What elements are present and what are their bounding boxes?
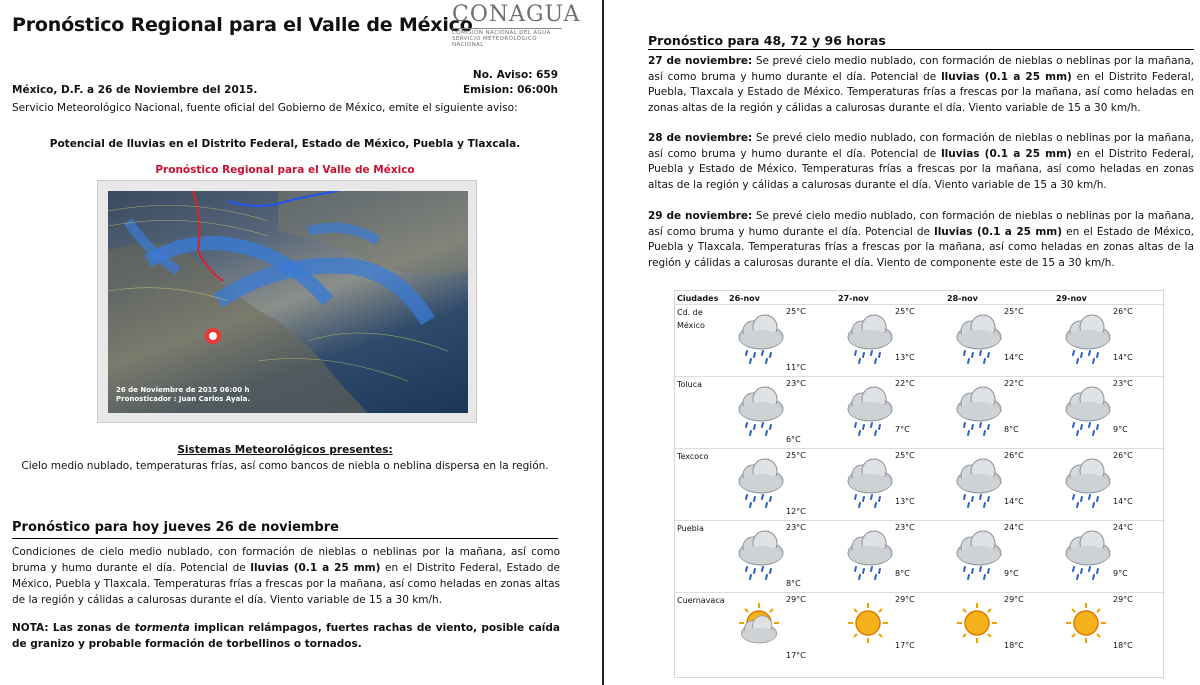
temp-min: 13°C — [895, 353, 915, 362]
sun-icon — [1058, 597, 1114, 653]
rain-cloud-icon — [731, 453, 787, 509]
city-name: Cd. de México — [677, 308, 705, 330]
day-text-part-1: Se prevé cielo medio nublado, con formación de nieblas o neblinas por la mañana, así como bruma y humo durante el día. Potencial de — [648, 132, 1194, 160]
table-row-divider — [675, 448, 1165, 449]
nota-part-1: NOTA: Las zonas de — [12, 622, 135, 634]
temp-min: 13°C — [895, 497, 915, 506]
rain-cloud-icon — [949, 309, 1005, 365]
temp-min: 14°C — [1113, 353, 1133, 362]
temp-min: 12°C — [786, 507, 806, 516]
rain-cloud-icon — [840, 381, 896, 437]
rain-cloud-icon — [949, 525, 1005, 581]
table-row-divider — [675, 304, 1165, 305]
temp-min: 11°C — [786, 363, 806, 372]
sun-cloud-icon — [731, 597, 787, 653]
servicio-intro: Servicio Meteorológico Nacional, fuente oficial del Gobierno de México, emite el siguiente aviso: — [12, 102, 518, 114]
city-forecast-table — [674, 290, 1164, 678]
day-label: 28 de noviembre: — [648, 132, 753, 144]
table-row-divider — [675, 592, 1165, 593]
temp-max: 25°C — [786, 451, 806, 460]
temp-min: 14°C — [1004, 497, 1024, 506]
temp-min: 14°C — [1113, 497, 1133, 506]
day-text-part-2: en el Estado de México, Puebla y Tlaxcala. Temperaturas frías a frescas por la mañana, así como heladas en zonas altas de la región y cálidas a calurosas durante el día. Viento de componente este de 15 a 30 km/h. — [648, 225, 1194, 269]
day-text-bold: lluvias (0.1 a 25 mm) — [941, 147, 1072, 160]
rain-cloud-icon — [1058, 309, 1114, 365]
temp-max: 23°C — [1113, 379, 1133, 388]
temp-max: 25°C — [895, 307, 915, 316]
date-header-27: 27-nov — [838, 294, 869, 303]
temp-min: 18°C — [1113, 641, 1133, 650]
temp-max: 22°C — [895, 379, 915, 388]
temp-max: 26°C — [1113, 451, 1133, 460]
map-caption — [116, 386, 250, 404]
sun-icon — [949, 597, 1005, 653]
ciudades-header: Ciudades — [677, 294, 719, 303]
nota-part-2: implican relámpagos, fuertes rachas de viento, posible caída de granizo y probable formación de torbellinos o tornados. — [12, 622, 560, 650]
day-text-bold: lluvias (0.1 a 25 mm) — [941, 70, 1072, 83]
rain-cloud-icon — [731, 525, 787, 581]
date-header-29: 29-nov — [1056, 294, 1087, 303]
day-forecast-29 — [648, 209, 1194, 271]
aviso-number: No. Aviso: 659 — [472, 69, 558, 81]
temp-max: 22°C — [1004, 379, 1024, 388]
rain-cloud-icon — [949, 381, 1005, 437]
temp-max: 25°C — [1004, 307, 1024, 316]
extended-forecast-title: Pronóstico para 48, 72 y 96 horas — [648, 33, 886, 48]
hoy-text-bold: lluvias (0.1 a 25 mm) — [250, 562, 381, 574]
day-text-bold: lluvias (0.1 a 25 mm) — [934, 225, 1063, 238]
temp-min: 18°C — [1004, 641, 1024, 650]
city-name: Cuernavaca — [677, 596, 725, 605]
rain-cloud-icon — [840, 309, 896, 365]
day-label: 29 de noviembre: — [648, 210, 753, 222]
conagua-logo — [452, 2, 581, 48]
city-name: Puebla — [677, 524, 704, 533]
map-caption-forecaster: Pronosticador : Juan Carlos Ayala. — [116, 395, 251, 403]
hoy-divider — [12, 538, 558, 539]
logo-subtitle-1: COMISIÓN NACIONAL DEL AGUA — [452, 28, 562, 36]
temp-max: 26°C — [1004, 451, 1024, 460]
temp-max: 24°C — [1113, 523, 1133, 532]
day-text-part-1: Se prevé cielo medio nublado, con formación de nieblas o neblinas por la mañana, así como bruma y humo durante el día. Potencial de — [648, 210, 1194, 238]
temp-min: 14°C — [1004, 353, 1024, 362]
logo-name: CONAGUA — [452, 2, 581, 27]
sun-icon — [840, 597, 896, 653]
rain-cloud-icon — [1058, 525, 1114, 581]
temp-min: 17°C — [895, 641, 915, 650]
rain-cloud-icon — [840, 525, 896, 581]
rain-cloud-icon — [949, 453, 1005, 509]
day-text-part-1: Se prevé cielo medio nublado, con formación de nieblas o neblinas por la mañana, así como bruma y humo durante el día. Potencial de — [648, 55, 1194, 83]
page-title: Pronóstico Regional para el Valle de México — [12, 14, 473, 36]
map-title: Pronóstico Regional para el Valle de México — [155, 164, 415, 176]
day-text-part-2: en el Distrito Federal, Puebla y Estado de México. Temperaturas frías a frescas por la mañana, así como heladas en zonas altas de la región y cálidas a calurosas durante el día. Viento variable de 15 a 30 km/h. — [648, 147, 1194, 191]
aviso-block — [463, 68, 558, 98]
table-row-divider — [675, 520, 1165, 521]
sistemas-text: Cielo medio nublado, temperaturas frías, así como bancos de niebla o neblina dispersa en la región. — [21, 460, 549, 472]
hoy-text-part-1: Condiciones de cielo medio nublado, con formación de nieblas o neblinas por la mañana, así como bruma y humo durante el día. Potencial de — [12, 546, 560, 574]
rain-cloud-icon — [731, 309, 787, 365]
day-text-part-2: en el Distrito Federal, Puebla, Tlaxcala y Estado de México. Temperaturas frías a frescas por la mañana, así como heladas en zonas altas de la región y cálidas a calurosas durante el día. Viento variable de 15 a 30 km/h. — [648, 70, 1194, 114]
temp-min: 8°C — [786, 579, 801, 588]
table-row-divider — [675, 376, 1165, 377]
hoy-text-part-2: en el Distrito Federal, Estado de México, Puebla y Tlaxcala. Temperaturas frías a frescas por la mañana, así como heladas en zonas altas de la región y cálidas a calurosas durante el día. Viento variable de 15 a 30 km/h. — [12, 562, 560, 606]
temp-max: 23°C — [786, 523, 806, 532]
potencial-heading: Potencial de lluvias en el Distrito Federal, Estado de México, Puebla y Tlaxcala. — [49, 138, 521, 150]
temp-max: 24°C — [1004, 523, 1024, 532]
map-caption-date: 26 de Noviembre de 2015 06:00 h — [116, 386, 250, 394]
day-forecast-27 — [648, 54, 1194, 116]
temp-max: 26°C — [1113, 307, 1133, 316]
nota-italic: tormenta — [134, 622, 190, 634]
date-header-28: 28-nov — [947, 294, 978, 303]
day-forecast-28 — [648, 131, 1194, 193]
temp-min: 9°C — [1004, 569, 1019, 578]
satellite-map-image — [108, 191, 468, 413]
temp-min: 17°C — [786, 651, 806, 660]
temp-max: 23°C — [895, 523, 915, 532]
rain-cloud-icon — [840, 453, 896, 509]
rain-cloud-icon — [731, 381, 787, 437]
satellite-map — [97, 180, 477, 423]
city-name: Texcoco — [677, 452, 709, 461]
day-label: 27 de noviembre: — [648, 55, 753, 67]
rain-cloud-icon — [1058, 453, 1114, 509]
temp-min: 9°C — [1113, 425, 1128, 434]
rain-cloud-icon — [1058, 381, 1114, 437]
temp-min: 8°C — [895, 569, 910, 578]
temp-max: 25°C — [786, 307, 806, 316]
temp-max: 25°C — [895, 451, 915, 460]
temp-min: 7°C — [895, 425, 910, 434]
temp-max: 29°C — [1113, 595, 1133, 604]
issue-date: México, D.F. a 26 de Noviembre del 2015. — [12, 84, 258, 96]
date-header-26: 26-nov — [729, 294, 760, 303]
temp-max: 23°C — [786, 379, 806, 388]
sistemas-title: Sistemas Meteorológicos presentes: — [177, 444, 393, 456]
temp-min: 9°C — [1113, 569, 1128, 578]
temp-min: 8°C — [1004, 425, 1019, 434]
temp-max: 29°C — [1004, 595, 1024, 604]
nota — [12, 620, 560, 652]
hoy-text — [12, 544, 560, 608]
temp-min: 6°C — [786, 435, 801, 444]
emision-time: Emision: 06:00h — [462, 84, 558, 96]
logo-subtitle-2: SERVICIO METEOROLÓGICO NACIONAL — [452, 36, 537, 48]
temp-max: 29°C — [895, 595, 915, 604]
temp-max: 29°C — [786, 595, 806, 604]
extended-forecast-divider — [648, 49, 1194, 50]
hoy-title: Pronóstico para hoy jueves 26 de noviembre — [12, 520, 339, 535]
city-name: Toluca — [677, 380, 703, 389]
